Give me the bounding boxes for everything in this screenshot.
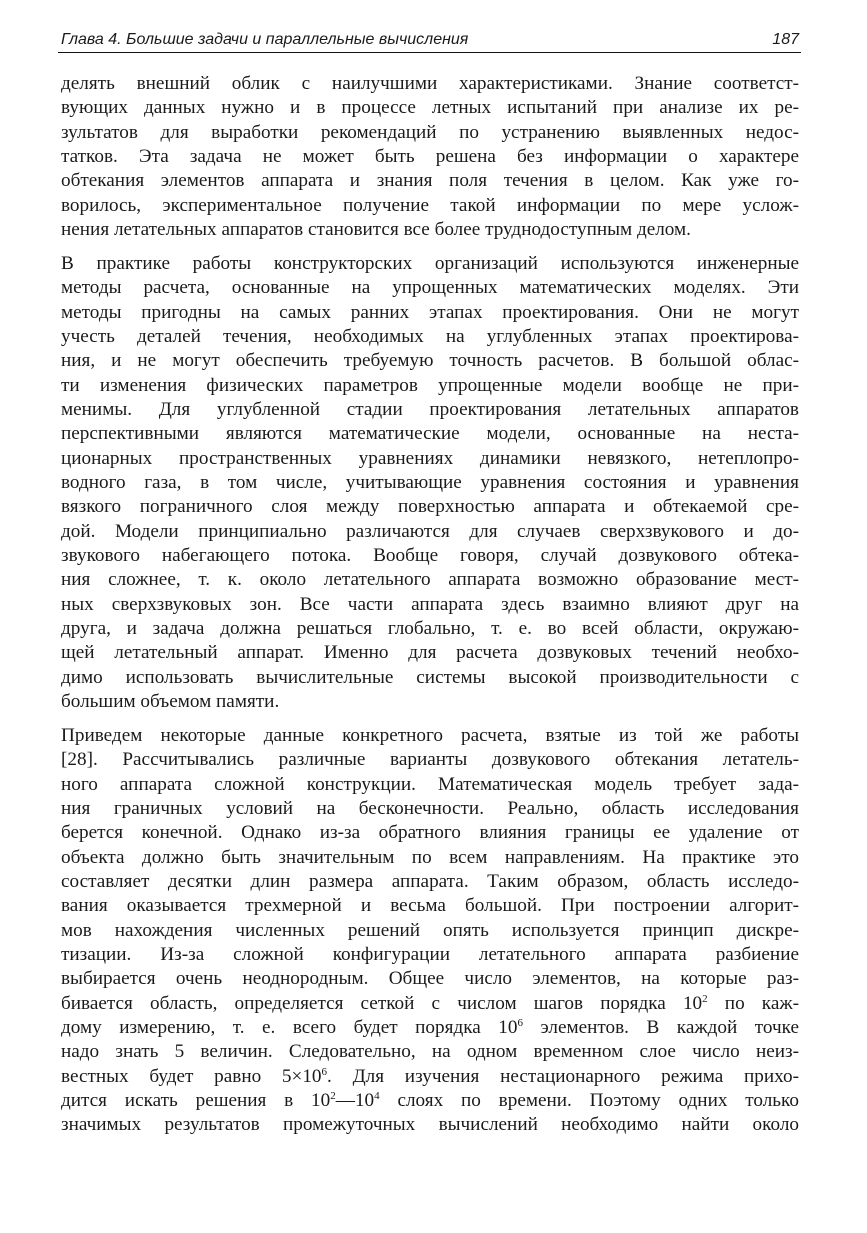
text-line: звукового набегающего потока. Вообще говоря, случай дозвукового обтека-: [61, 545, 799, 567]
text-line: ных сверхзвуковых зон. Все части аппарата здесь взаимно влияют друг на: [61, 593, 799, 615]
text-line: делять внешний облик с наилучшими характеристиками. Знание соответст-: [61, 73, 799, 94]
text-line: учесть деталей течения, необходимых на углубленных этапах проектирова-: [61, 325, 799, 347]
exponent: 4: [374, 1090, 380, 1103]
text-line: щей летательный аппарат. Именно для расчета дозвуковых течений необхо-: [61, 642, 799, 664]
text-line: ного аппарата сложной конструкции. Математическая модель требует зада-: [61, 773, 799, 795]
text-line-with-exponent: бивается область, определяется сеткой с числом шагов порядка $10^2$ по каж-: [61, 992, 800, 1014]
text-line: значимых результатов промежуточных вычислений необходимо найти около: [61, 1114, 799, 1136]
exponent: 2: [702, 992, 708, 1005]
text-line: димо использовать вычислительные системы высокой производительности с: [61, 666, 799, 688]
text-line: выбирается очень неоднородным. Общее число элементов, на которые раз-: [61, 968, 799, 990]
text-line: Приведем некоторые данные конкретного расчета, взятые из той же работы: [61, 724, 799, 746]
text-line: вязкого пограничного слоя между поверхностью аппарата и обтекаемой сре-: [61, 496, 799, 518]
text-line: дой. Модели принципиально различаются для случаев сверхзвукового и до-: [61, 520, 799, 542]
text-line: ния граничных условий на бесконечности. Реально, область исследования: [61, 797, 799, 819]
text-line: водного газа, в том числе, учитывающие уравнения состояния и уравнения: [61, 472, 799, 493]
paragraph-2: [61, 252, 799, 715]
body-text: [61, 72, 799, 1147]
text-line: методы расчета, основанные на упрощенных математических моделях. Эти: [61, 277, 799, 299]
text-line: татков. Эта задача не может быть решена без информации о характере: [61, 146, 799, 168]
text-line: ния, и не могут обеспечить требуемую точность расчетов. В большой облас-: [61, 350, 799, 372]
text-line-with-exponent: дому измерению, т. е. всего будет порядка $10^6$ элементов. В каждой точке: [61, 1017, 799, 1039]
exponent: 6: [321, 1065, 328, 1078]
text-line: менимы. Для углубленной стадии проектирования летательных аппаратов: [61, 398, 799, 420]
text-line: друга, и задача должна решаться глобально, т. е. во всей области, окружаю-: [61, 618, 799, 640]
text-line: ния сложнее, т. к. около летательного аппарата возможно образование мест-: [61, 569, 799, 591]
text-line: объекта должно быть значительным по всем направлениям. На практике это: [61, 846, 799, 868]
text-line: составляет десятки длин размера аппарата. Таким образом, область исследо-: [61, 871, 799, 892]
paragraph-3: [61, 724, 799, 1138]
running-header: [58, 30, 801, 53]
text-line: вующих данных нужно и в процессе летных испытаний при анализе их ре-: [61, 97, 799, 119]
text-line-with-exponent: вестных будет равно $5\times 10^6$. Для изучения нестационарного режима прихо-: [61, 1065, 799, 1087]
page-number: 187: [772, 31, 799, 48]
text-line-with-exponent: дится искать решения в $10^2—10^4$ слоях по времени. Поэтому одних только: [61, 1090, 799, 1112]
paragraph-1: [61, 72, 799, 242]
text-line: большим объемом памяти.: [61, 691, 280, 713]
text-line: ти изменения физических параметров упрощенные модели вообще не при-: [61, 374, 799, 396]
text-line: [28]. Рассчитывались различные варианты дозвукового обтекания летатель-: [61, 749, 799, 771]
text-line: мов нахождения численных решений опять используется принцип дискре-: [61, 919, 799, 941]
text-line: нения летательных аппаратов становится все более труднодоступным делом.: [61, 219, 691, 241]
exponent: 6: [517, 1017, 523, 1030]
text-line: В практике работы конструкторских организаций используются инженерные: [61, 252, 799, 274]
text-line: зультатов для выработки рекомендаций по устранению выявленных недос-: [61, 121, 799, 143]
chapter-title: Глава 4. Большие задачи и параллельные вычисления: [61, 31, 469, 48]
text-line: обтекания элементов аппарата и знания поля течения в целом. Как уже го-: [61, 170, 799, 192]
text-line: ционарных пространственных уравнениях динамики невязкого, нетеплопро-: [61, 447, 799, 469]
text-line: перспективными являются математические модели, основанные на неста-: [61, 423, 799, 445]
text-line: ворилось, экспериментальное получение такой информации по мере услож-: [61, 194, 799, 216]
exponent: 2: [330, 1090, 336, 1103]
text-line: тизации. Из-за сложной конфигурации летательного аппарата разбиение: [61, 944, 799, 966]
text-line: берется конечной. Однако из-за обратного влияния границы ее удаление от: [61, 822, 799, 844]
text-line: надо знать 5 величин. Следовательно, на одном временном слое число неиз-: [61, 1041, 799, 1063]
text-line: методы пригодны на самых ранних этапах проектирования. Они не могут: [61, 301, 799, 323]
text-line: вания оказывается трехмерной и весьма большой. При построении алгорит-: [61, 895, 799, 917]
